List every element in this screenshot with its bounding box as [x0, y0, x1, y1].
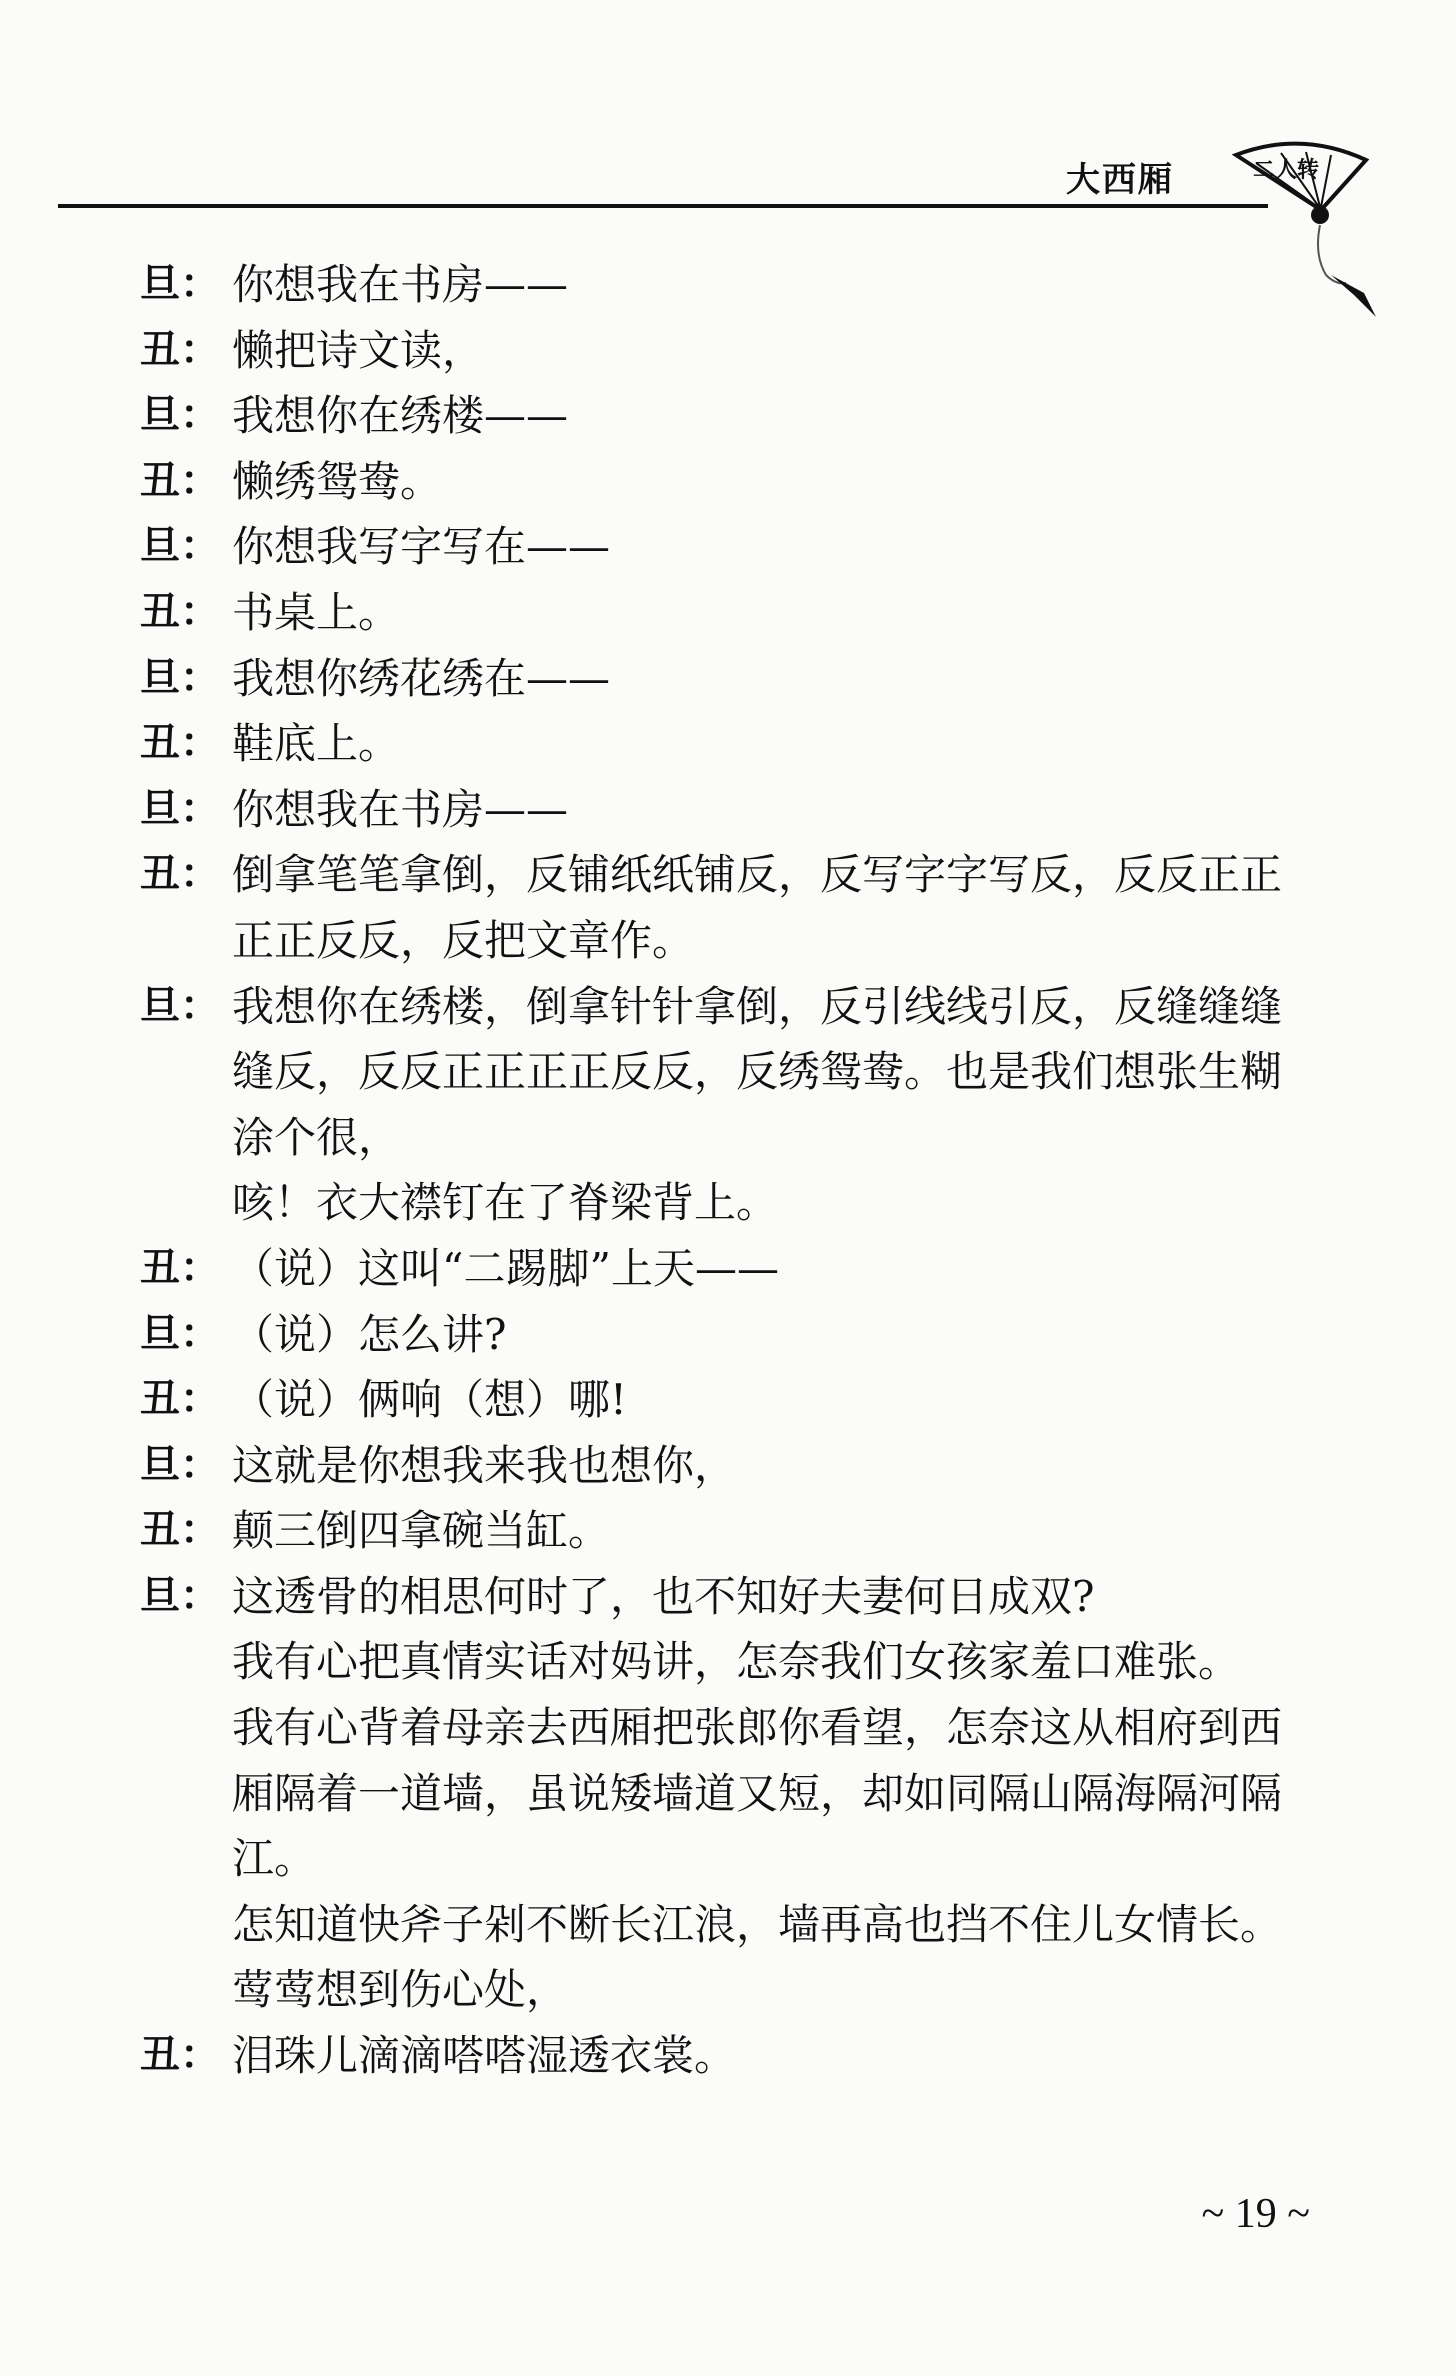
- dialogue-line: [140, 252, 1320, 318]
- dialogue-text: （说）怎么讲?: [232, 1309, 507, 1359]
- dialogue-text: 颠三倒四拿碗当缸。: [232, 1506, 611, 1556]
- dialogue-line: [140, 1433, 1320, 1499]
- dialogue-continuation: [140, 1695, 1320, 1892]
- dialogue-line: [140, 318, 1320, 384]
- speaker-label: 旦：: [140, 1441, 220, 1488]
- dialogue-text: 鞋底上。: [232, 719, 401, 769]
- dialogue-line: [140, 646, 1320, 712]
- dialogue-line: [140, 711, 1320, 777]
- speaker-label: 丑：: [140, 326, 220, 373]
- dialogue-line: [140, 383, 1320, 449]
- speaker-label: 旦：: [140, 1572, 220, 1619]
- dialogue-text: 我有心背着母亲去西厢把张郎你看望，怎奈这从相府到西厢隔着一道墙，虽说矮墙道又短，却如同隔山隔海隔河隔江。: [232, 1703, 1283, 1884]
- speaker-label: 旦：: [140, 261, 220, 307]
- dialogue-text: 懒绣鸳鸯。: [232, 456, 443, 506]
- script-body: [140, 252, 1320, 2089]
- dialogue-text: 莺莺想到伤心处，: [232, 1965, 569, 2015]
- dialogue-line: [140, 1564, 1320, 1630]
- dialogue-text: 你想我写字写在——: [232, 522, 611, 572]
- dialogue-text: 我有心把真情实话对妈讲，怎奈我们女孩家羞口难张。: [232, 1637, 1241, 1687]
- dialogue-continuation: [140, 1629, 1320, 1695]
- fan-text: 二人转: [1252, 158, 1320, 183]
- dialogue-line: [140, 449, 1320, 515]
- dialogue-text: 你想我在书房——: [232, 260, 569, 309]
- dialogue-continuation: [140, 1170, 1320, 1236]
- dialogue-text: 这就是你想我来我也想你，: [232, 1440, 737, 1490]
- dialogue-text: 我想你绣花绣在——: [232, 653, 611, 703]
- dialogue-text: 我想你在绣楼，倒拿针针拿倒，反引线线引反，反缝缝缝缝反，反反正正正正反反，反绣鸳鸯。也是我们想张生糊涂个很，: [232, 981, 1283, 1162]
- speaker-label: 旦：: [140, 1310, 220, 1357]
- speaker-label: 丑：: [140, 2032, 220, 2079]
- dialogue-line: [140, 842, 1320, 973]
- dialogue-line: [140, 514, 1320, 580]
- dialogue-line: [140, 1498, 1320, 1564]
- dialogue-line: [140, 777, 1320, 843]
- dialogue-text: 泪珠儿滴滴嗒嗒湿透衣裳。: [232, 2031, 737, 2081]
- dialogue-text: 怎知道快斧子剁不断长江浪，墙再高也挡不住儿女情长。: [232, 1899, 1283, 1949]
- speaker-label: 丑：: [140, 1244, 220, 1291]
- book-title: 大西厢: [1066, 160, 1174, 200]
- speaker-label: 旦：: [140, 982, 220, 1029]
- dialogue-continuation: [140, 1892, 1320, 1958]
- header-rule: [58, 204, 1268, 208]
- dialogue-text: 我想你在绣楼——: [232, 391, 569, 441]
- dialogue-text: 你想我在书房——: [232, 784, 569, 834]
- dialogue-line: [140, 1302, 1320, 1368]
- page-number: ~ 19 ~: [1201, 2191, 1310, 2237]
- speaker-label: 丑：: [140, 588, 220, 635]
- speaker-label: 丑：: [140, 457, 220, 504]
- speaker-label: 丑：: [140, 1376, 220, 1423]
- dialogue-text: （说）俩响（想）哪!: [232, 1375, 627, 1425]
- dialogue-text: 这透骨的相思何时了，也不知好夫妻何日成双?: [232, 1571, 1095, 1621]
- speaker-label: 丑：: [140, 851, 220, 898]
- dialogue-continuation: [140, 1957, 1320, 2023]
- speaker-label: 丑：: [140, 1507, 220, 1554]
- dialogue-text: 倒拿笔笔拿倒，反铺纸纸铺反，反写字字写反，反反正正正正反反，反把文章作。: [232, 850, 1283, 965]
- speaker-label: 旦：: [140, 785, 220, 832]
- dialogue-text: （说）这叫“二踢脚”上天——: [232, 1243, 779, 1293]
- dialogue-line: [140, 2023, 1320, 2089]
- dialogue-text: 懒把诗文读，: [232, 325, 485, 375]
- dialogue-text: 咳！衣大襟钉在了脊梁背上。: [232, 1178, 779, 1228]
- speaker-label: 丑：: [140, 720, 220, 767]
- dialogue-line: [140, 580, 1320, 646]
- dialogue-line: [140, 1236, 1320, 1302]
- dialogue-text: 书桌上。: [232, 587, 401, 637]
- speaker-label: 旦：: [140, 523, 220, 570]
- dialogue-line: [140, 974, 1320, 1171]
- speaker-label: 旦：: [140, 392, 220, 439]
- dialogue-line: [140, 1367, 1320, 1433]
- speaker-label: 旦：: [140, 654, 220, 701]
